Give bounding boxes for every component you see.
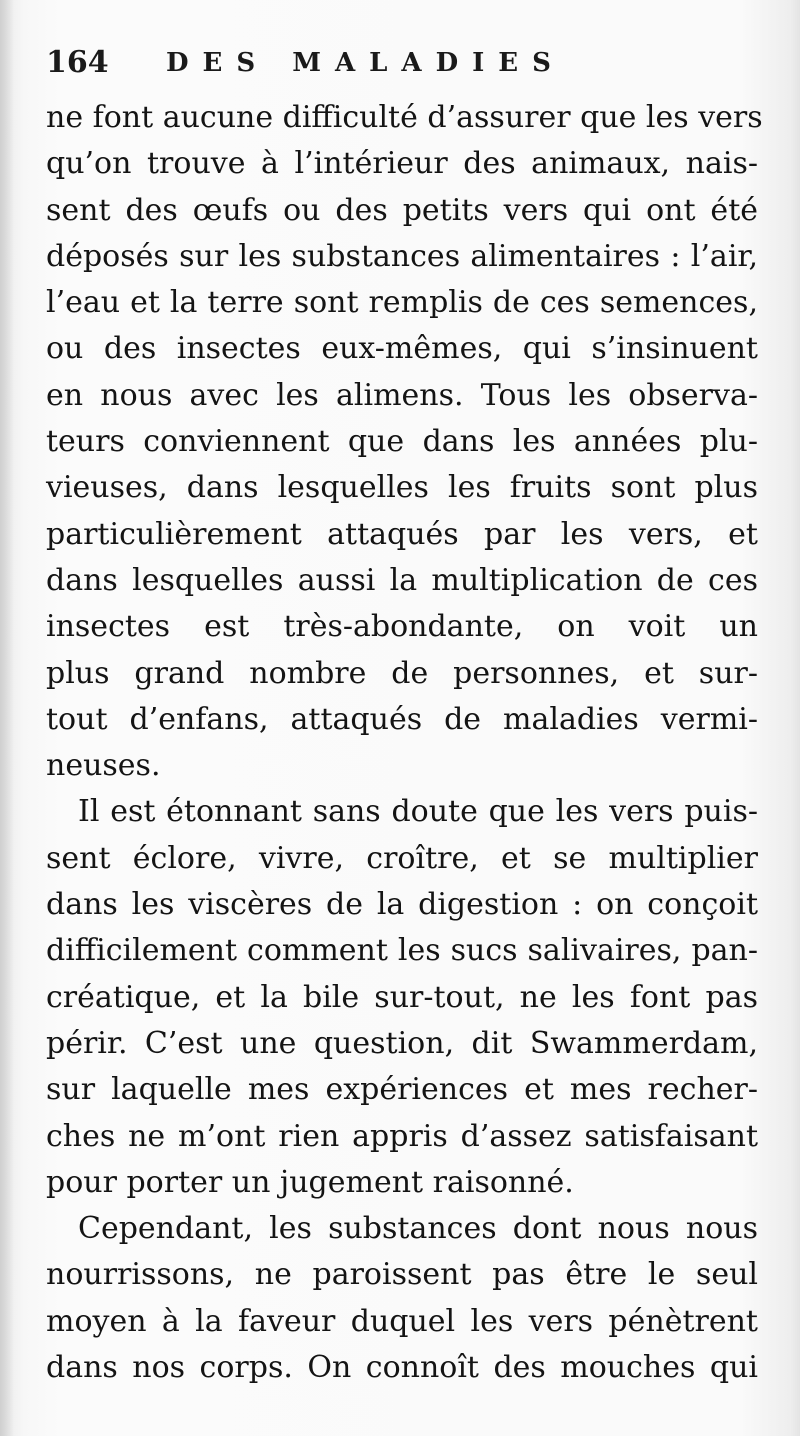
spine-shadow	[0, 0, 14, 1436]
text-line: ou des insectes eux-mêmes, qui s’insinuent	[46, 331, 758, 367]
text-line: teurs conviennent que dans les années plu-	[46, 424, 758, 460]
text-line: tout d’enfans, attaqués de maladies vermi-	[46, 701, 758, 737]
text-line: Il est étonnant sans doute que les vers puis-	[78, 794, 758, 830]
paragraph-2	[46, 789, 758, 1206]
text-line: en nous avec les alimens. Tous les observa-	[46, 377, 758, 413]
page-header	[46, 40, 766, 86]
paragraph-1	[46, 95, 763, 789]
paragraph-3	[46, 1206, 758, 1391]
text-line: sent éclore, vivre, croître, et se multiplier	[46, 840, 758, 876]
text-line: particulièrement attaqués par les vers, et	[46, 516, 758, 552]
text-line: déposés sur les substances alimentaires : l’air,	[46, 238, 758, 274]
text-line: neuses.	[46, 748, 161, 784]
text-line: Cependant, les substances dont nous nous	[78, 1211, 758, 1247]
text-line: créatique, et la bile sur-tout, ne les font pas	[46, 979, 758, 1015]
text-line: difficilement comment les sucs salivaires, pan-	[46, 933, 758, 969]
text-line: plus grand nombre de personnes, et sur-	[46, 655, 758, 691]
text-line: dans les viscères de la digestion : on conçoit	[46, 887, 758, 923]
text-line: insectes est très-abondante, on voit un	[46, 609, 758, 645]
body-text	[46, 95, 763, 1391]
text-line: nourrissons, ne paroissent pas être le seul	[46, 1257, 758, 1293]
text-line: pour porter un jugement raisonné.	[46, 1164, 574, 1200]
page-number: 164	[46, 45, 109, 80]
text-line: sur laquelle mes expériences et mes recher-	[46, 1072, 758, 1108]
text-line: périr. C’est une question, dit Swammerdam,	[46, 1025, 758, 1061]
text-line: qu’on trouve à l’intérieur des animaux, nais-	[46, 146, 758, 182]
text-line: sent des œufs ou des petits vers qui ont été	[46, 192, 758, 228]
text-line: ne font aucune difficulté d’assurer que les vers	[46, 100, 763, 135]
text-line: dans lesquelles aussi la multiplication de ces	[46, 562, 758, 598]
text-line: moyen à la faveur duquel les vers pénètrent	[46, 1303, 758, 1339]
text-line: l’eau et la terre sont remplis de ces semences,	[46, 285, 758, 321]
running-title: DES MALADIES	[166, 48, 565, 78]
text-line: vieuses, dans lesquelles les fruits sont plus	[46, 470, 758, 506]
text-line: ches ne m’ont rien appris d’assez satisfaisant	[46, 1118, 758, 1154]
text-line: dans nos corps. On connoît des mouches qui	[46, 1350, 758, 1386]
